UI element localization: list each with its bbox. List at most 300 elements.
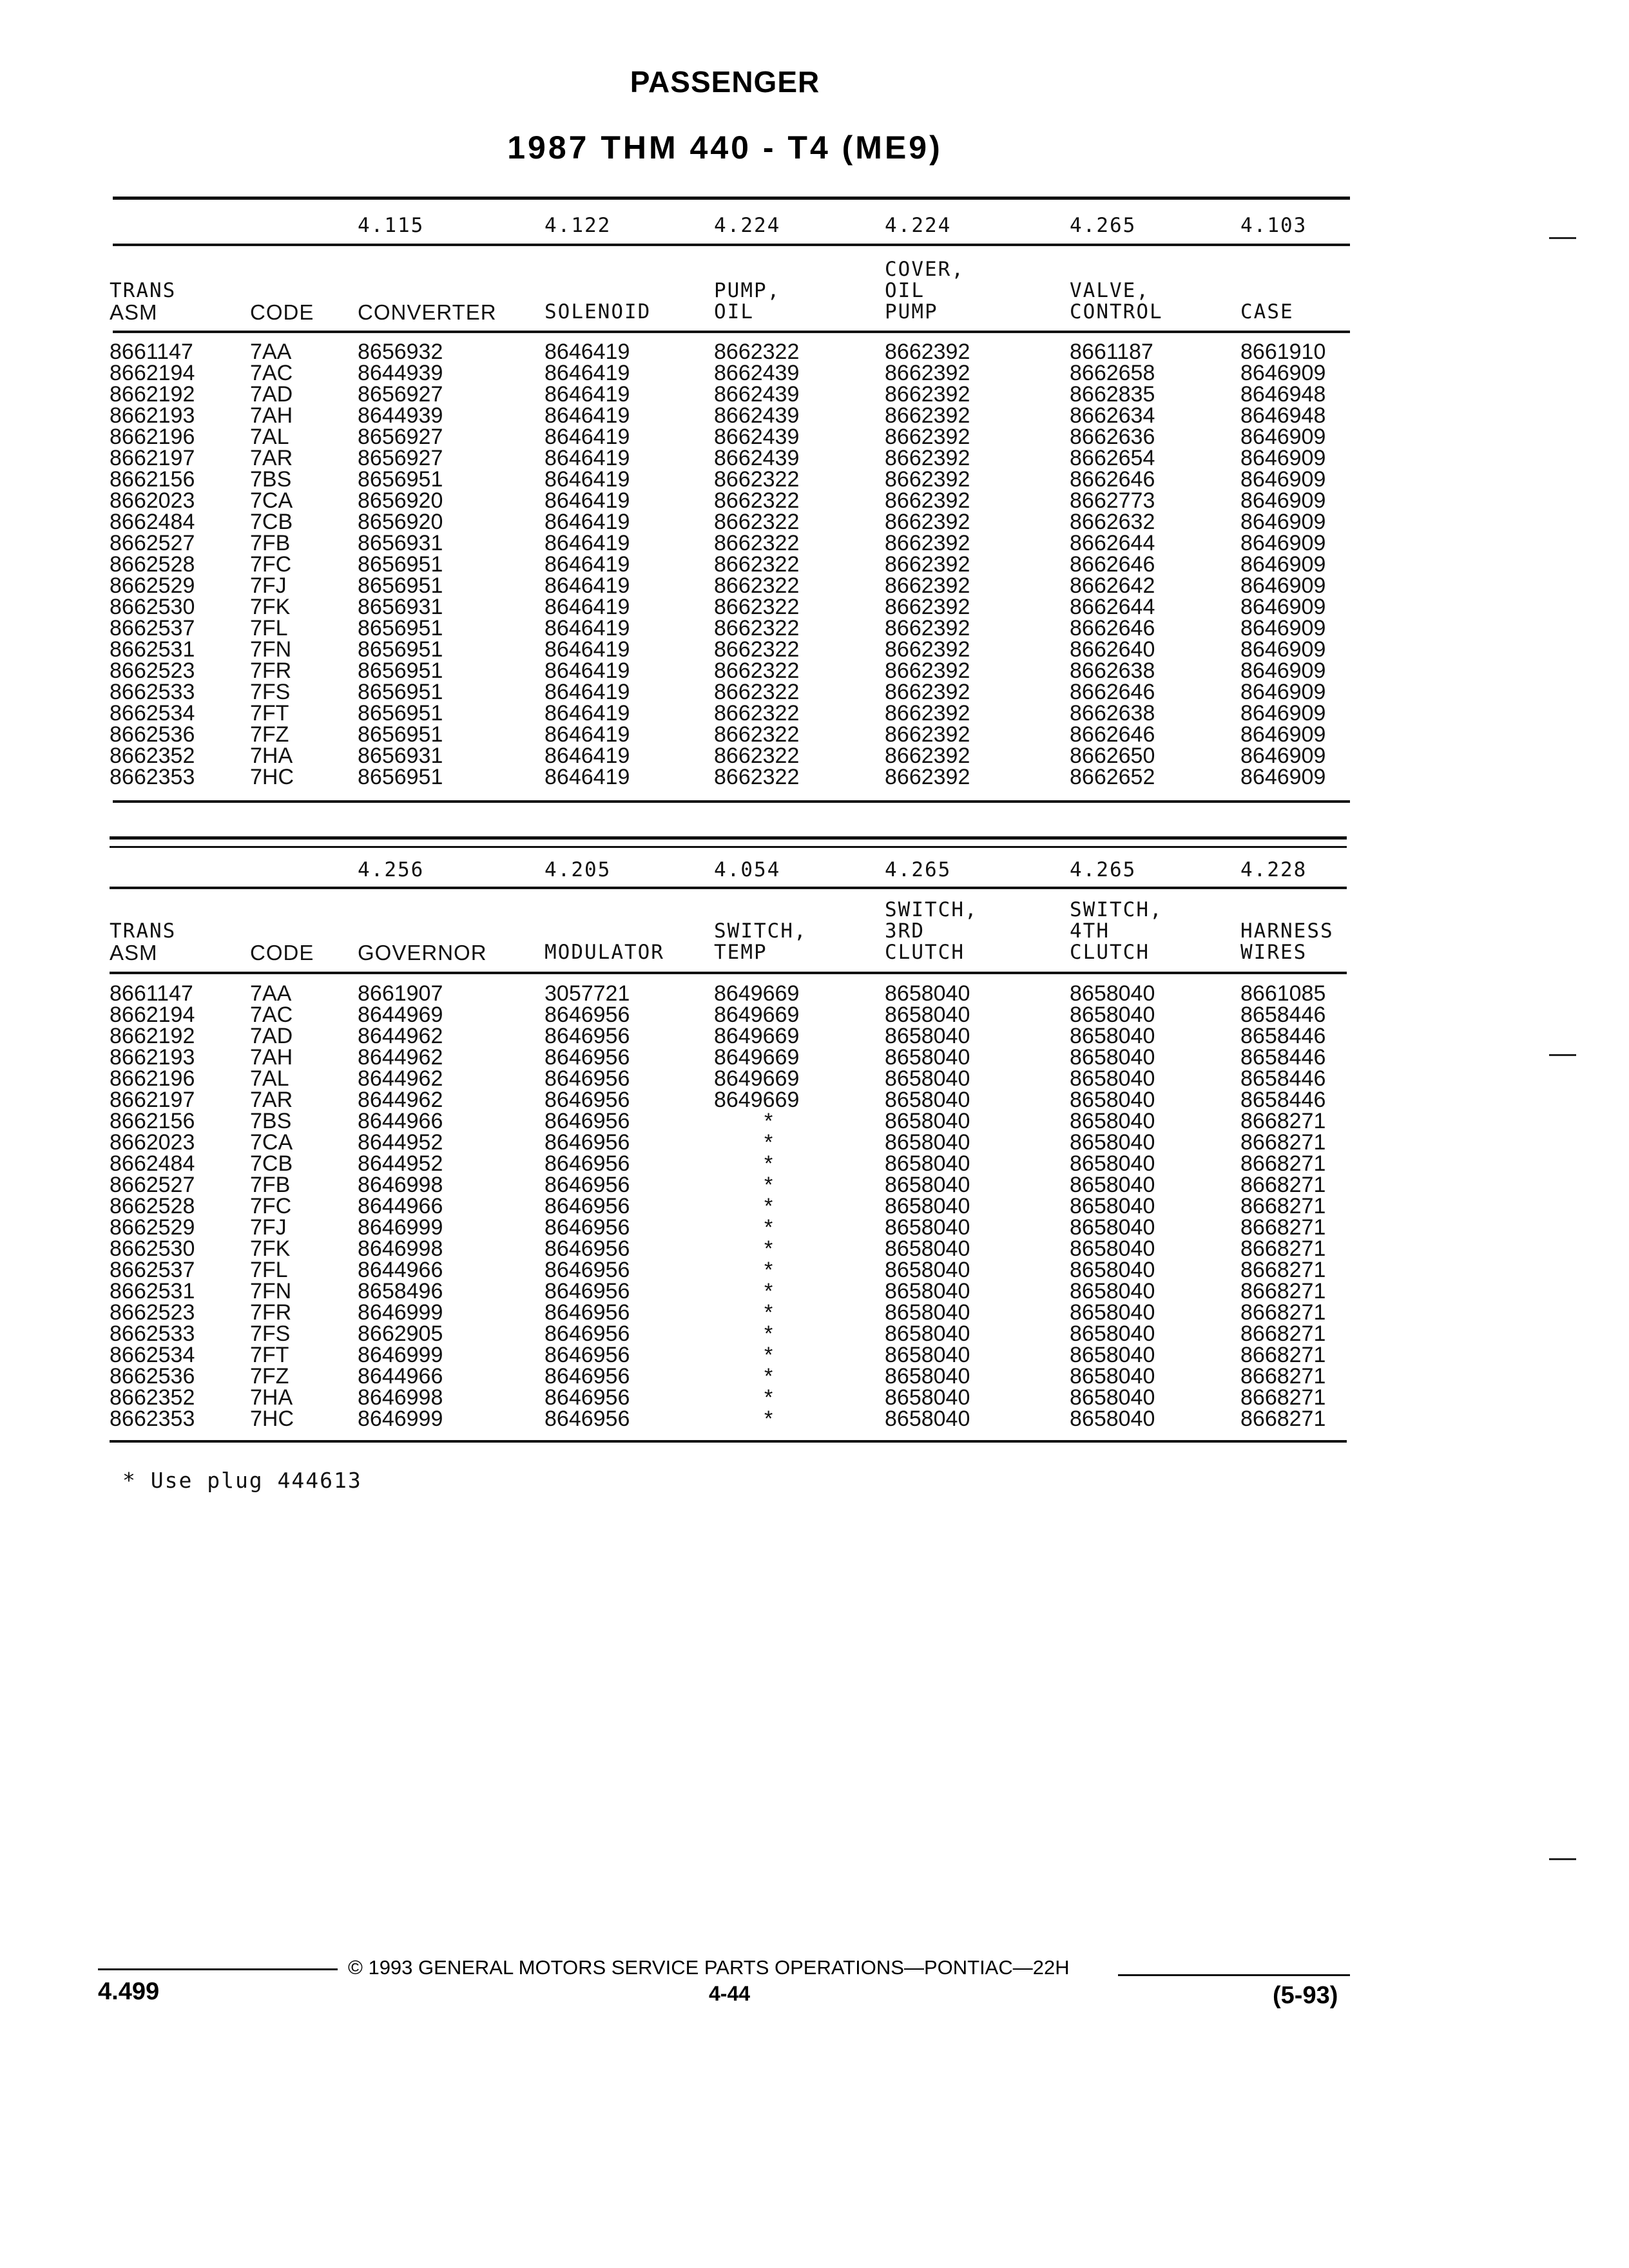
cell-c8: 8658446 xyxy=(1240,1024,1326,1048)
cell-c7: 8658040 xyxy=(1070,1024,1155,1048)
cell-c4: 8646956 xyxy=(545,1109,630,1133)
cell-trans-asm: 8662529 xyxy=(110,573,195,598)
cell-c7: 8662646 xyxy=(1070,722,1155,747)
cell-c4: 8646419 xyxy=(545,680,630,704)
cell-c7: 8662644 xyxy=(1070,595,1155,619)
cell-c8: 8646948 xyxy=(1240,382,1326,407)
cell-c4: 8646419 xyxy=(545,616,630,640)
cell-c6: 8662392 xyxy=(885,658,970,683)
table-row xyxy=(110,405,1347,427)
cell-code: 7AD xyxy=(250,382,293,407)
column-header: CODE xyxy=(250,941,314,965)
table-row xyxy=(110,1323,1347,1345)
cell-c3: 8656951 xyxy=(358,722,443,747)
cell-c3: 8656951 xyxy=(358,765,443,789)
cell-code: 7AH xyxy=(250,403,293,428)
cell-trans-asm: 8662197 xyxy=(110,1088,195,1112)
cell-c7: 8658040 xyxy=(1070,981,1155,1006)
table-row xyxy=(110,1153,1347,1175)
cell-trans-asm: 8662194 xyxy=(110,361,195,385)
column-header: 3RD xyxy=(885,919,925,943)
cell-c3: 8644962 xyxy=(358,1045,443,1070)
cell-c3: 8658496 xyxy=(358,1279,443,1303)
cell-trans-asm: 8662156 xyxy=(110,1109,195,1133)
column-header: CLUTCH xyxy=(885,941,965,964)
footer-rule-left xyxy=(98,1968,338,1970)
cell-trans-asm: 8661147 xyxy=(110,340,193,364)
cell-c4: 8646956 xyxy=(545,1279,630,1303)
cell-code: 7AH xyxy=(250,1045,293,1070)
cell-c7: 8662658 xyxy=(1070,361,1155,385)
cell-c4: 8646419 xyxy=(545,595,630,619)
table-row xyxy=(110,1175,1347,1196)
cell-c4: 3057721 xyxy=(545,981,630,1006)
cell-c3: 8656951 xyxy=(358,573,443,598)
cell-c3: 8644952 xyxy=(358,1151,443,1176)
cell-c6: 8658040 xyxy=(885,1236,970,1261)
cell-c5: 8662322 xyxy=(714,701,800,726)
cell-code: 7FR xyxy=(250,658,292,683)
cell-c7: 8658040 xyxy=(1070,1407,1155,1431)
cell-code: 7FC xyxy=(250,1194,292,1218)
cell-c5: 8662322 xyxy=(714,488,800,513)
cell-c7: 8658040 xyxy=(1070,1130,1155,1155)
cell-c8: 8668271 xyxy=(1240,1151,1326,1176)
cell-code: 7AR xyxy=(250,446,293,470)
footer-copyright: © 1993 GENERAL MOTORS SERVICE PARTS OPERATIONS—PONTIAC—22H xyxy=(348,1956,1070,1979)
cell-c6: 8662392 xyxy=(885,361,970,385)
footer-date: (5-93) xyxy=(1273,1982,1338,2009)
cell-c6: 8662392 xyxy=(885,531,970,555)
cell-code: 7AD xyxy=(250,1024,293,1048)
cell-trans-asm: 8662484 xyxy=(110,510,195,534)
table2-ref-rule xyxy=(110,887,1347,889)
cell-c3: 8646999 xyxy=(358,1407,443,1431)
cell-c4: 8646419 xyxy=(545,744,630,768)
cell-c8: 8668271 xyxy=(1240,1279,1326,1303)
cell-c5: 8662322 xyxy=(714,531,800,555)
cell-c3: 8656931 xyxy=(358,744,443,768)
cell-c7: 8662835 xyxy=(1070,382,1155,407)
cell-c3: 8644966 xyxy=(358,1109,443,1133)
cell-c5: 8662322 xyxy=(714,510,800,534)
cell-c5: * xyxy=(764,1215,773,1240)
cell-c4: 8646419 xyxy=(545,552,630,577)
cell-c4: 8646956 xyxy=(545,1088,630,1112)
table-row xyxy=(110,1026,1347,1047)
cell-c6: 8658040 xyxy=(885,1407,970,1431)
cell-c6: 8662392 xyxy=(885,446,970,470)
cell-c6: 8658040 xyxy=(885,1024,970,1048)
cell-c5: * xyxy=(764,1364,773,1389)
cell-c7: 8658040 xyxy=(1070,1151,1155,1176)
cell-c7: 8662650 xyxy=(1070,744,1155,768)
table2-header-rule xyxy=(110,972,1347,974)
cell-c8: 8646909 xyxy=(1240,552,1326,577)
cell-code: 7FN xyxy=(250,1279,292,1303)
cell-c3: 8644962 xyxy=(358,1088,443,1112)
cell-c8: 8646909 xyxy=(1240,361,1326,385)
cell-trans-asm: 8662527 xyxy=(110,1173,195,1197)
cell-c7: 8658040 xyxy=(1070,1066,1155,1091)
cell-c3: 8656951 xyxy=(358,637,443,662)
cell-code: 7FT xyxy=(250,1343,289,1367)
table2-bottom-rule xyxy=(110,1440,1347,1443)
cell-c3: 8656951 xyxy=(358,658,443,683)
cell-trans-asm: 8662528 xyxy=(110,552,195,577)
cell-c5: * xyxy=(764,1173,773,1197)
cell-trans-asm: 8662194 xyxy=(110,1003,195,1027)
cell-c4: 8646956 xyxy=(545,1300,630,1325)
table-row xyxy=(110,597,1347,618)
cell-c8: 8658446 xyxy=(1240,1003,1326,1027)
cell-c6: 8662392 xyxy=(885,637,970,662)
cell-c8: 8646909 xyxy=(1240,744,1326,768)
cell-c4: 8646956 xyxy=(545,1130,630,1155)
table2-top-rule xyxy=(110,836,1347,840)
cell-trans-asm: 8662353 xyxy=(110,1407,195,1431)
cell-c4: 8646956 xyxy=(545,1066,630,1091)
table-row xyxy=(110,618,1347,639)
cell-trans-asm: 8662527 xyxy=(110,531,195,555)
cell-code: 7FN xyxy=(250,637,292,662)
cell-c8: 8668271 xyxy=(1240,1258,1326,1282)
cell-code: 7BS xyxy=(250,467,292,492)
cell-c4: 8646419 xyxy=(545,765,630,789)
table-row xyxy=(110,703,1347,724)
cell-c8: 8668271 xyxy=(1240,1407,1326,1431)
cell-c4: 8646956 xyxy=(545,1215,630,1240)
cell-trans-asm: 8662192 xyxy=(110,382,195,407)
cell-c3: 8656951 xyxy=(358,616,443,640)
cell-c6: 8662392 xyxy=(885,488,970,513)
cell-c7: 8658040 xyxy=(1070,1173,1155,1197)
cell-c7: 8662638 xyxy=(1070,701,1155,726)
cell-c3: 8644939 xyxy=(358,361,443,385)
cell-c6: 8662392 xyxy=(885,744,970,768)
cell-c6: 8662392 xyxy=(885,616,970,640)
cell-c7: 8662773 xyxy=(1070,488,1155,513)
cell-c5: * xyxy=(764,1130,773,1155)
cell-c7: 8662646 xyxy=(1070,616,1155,640)
column-header: SOLENOID xyxy=(545,300,651,323)
column-header: VALVE, xyxy=(1070,279,1150,302)
table-row xyxy=(110,660,1347,682)
cell-c6: 8658040 xyxy=(885,1194,970,1218)
cell-c3: 8656927 xyxy=(358,425,443,449)
cell-c3: 8656951 xyxy=(358,701,443,726)
cell-c4: 8646419 xyxy=(545,425,630,449)
cell-c8: 8646909 xyxy=(1240,488,1326,513)
cell-c3: 8644966 xyxy=(358,1364,443,1389)
cell-c8: 8668271 xyxy=(1240,1364,1326,1389)
cell-c3: 8656951 xyxy=(358,680,443,704)
column-header: TRANS xyxy=(110,919,177,943)
cell-c8: 8668271 xyxy=(1240,1173,1326,1197)
cell-c7: 8658040 xyxy=(1070,1194,1155,1218)
table-row xyxy=(110,448,1347,469)
cell-c3: 8656932 xyxy=(358,340,443,364)
cell-c4: 8646419 xyxy=(545,467,630,492)
cell-trans-asm: 8662530 xyxy=(110,1236,195,1261)
cell-c8: 8646909 xyxy=(1240,616,1326,640)
cell-c5: 8649669 xyxy=(714,1088,800,1112)
cell-c5: 8662322 xyxy=(714,637,800,662)
cell-c4: 8646419 xyxy=(545,488,630,513)
cell-c8: 8646909 xyxy=(1240,467,1326,492)
cell-c3: 8644962 xyxy=(358,1066,443,1091)
cell-c4: 8646419 xyxy=(545,510,630,534)
cell-c8: 8668271 xyxy=(1240,1385,1326,1410)
cell-c4: 8646419 xyxy=(545,446,630,470)
cell-c3: 8646998 xyxy=(358,1236,443,1261)
cell-code: 7CA xyxy=(250,1130,293,1155)
cell-c6: 8662392 xyxy=(885,595,970,619)
cell-trans-asm: 8662534 xyxy=(110,1343,195,1367)
cell-c5: 8662322 xyxy=(714,573,800,598)
column-header: CODE xyxy=(250,300,314,324)
cell-code: 7FR xyxy=(250,1300,292,1325)
cell-c8: 8646909 xyxy=(1240,658,1326,683)
cell-c6: 8662392 xyxy=(885,340,970,364)
cell-c5: * xyxy=(764,1385,773,1410)
cell-c3: 8646999 xyxy=(358,1300,443,1325)
cell-c7: 8662646 xyxy=(1070,552,1155,577)
cell-trans-asm: 8662353 xyxy=(110,765,195,789)
cell-c6: 8658040 xyxy=(885,1364,970,1389)
column-header: SWITCH, xyxy=(1070,898,1163,921)
part-group-reference: 4.115 xyxy=(358,214,425,237)
cell-c8: 8668271 xyxy=(1240,1321,1326,1346)
cell-c5: 8662322 xyxy=(714,552,800,577)
cell-c7: 8658040 xyxy=(1070,1003,1155,1027)
cell-c8: 8646909 xyxy=(1240,446,1326,470)
table-row xyxy=(110,341,1347,363)
cell-c4: 8646956 xyxy=(545,1003,630,1027)
cell-c8: 8668271 xyxy=(1240,1130,1326,1155)
cell-c3: 8656927 xyxy=(358,446,443,470)
column-header: OIL xyxy=(885,279,925,302)
cell-c5: * xyxy=(764,1321,773,1346)
cell-c7: 8658040 xyxy=(1070,1088,1155,1112)
cell-c7: 8662646 xyxy=(1070,680,1155,704)
cell-c6: 8658040 xyxy=(885,1343,970,1367)
cell-c8: 8668271 xyxy=(1240,1215,1326,1240)
cell-c6: 8658040 xyxy=(885,1130,970,1155)
cell-c6: 8662392 xyxy=(885,467,970,492)
cell-c3: 8656920 xyxy=(358,488,443,513)
cell-trans-asm: 8662536 xyxy=(110,1364,195,1389)
cell-c7: 8662638 xyxy=(1070,658,1155,683)
column-header: CONTROL xyxy=(1070,300,1163,323)
cell-c5: 8662322 xyxy=(714,340,800,364)
table-row xyxy=(110,1260,1347,1281)
cell-c5: 8662322 xyxy=(714,722,800,747)
cell-c4: 8646956 xyxy=(545,1151,630,1176)
cell-c4: 8646956 xyxy=(545,1364,630,1389)
cell-c5: * xyxy=(764,1151,773,1176)
table-row xyxy=(110,1132,1347,1153)
part-group-reference: 4.256 xyxy=(358,858,425,881)
cell-c6: 8658040 xyxy=(885,1385,970,1410)
cell-c8: 8661085 xyxy=(1240,981,1326,1006)
cell-c8: 8646909 xyxy=(1240,595,1326,619)
cell-c4: 8646956 xyxy=(545,1194,630,1218)
cell-trans-asm: 8662533 xyxy=(110,1321,195,1346)
part-group-reference: 4.224 xyxy=(714,214,781,237)
part-group-reference: 4.122 xyxy=(545,214,612,237)
cell-c6: 8662392 xyxy=(885,701,970,726)
cell-code: 7HC xyxy=(250,1407,294,1431)
cell-c7: 8658040 xyxy=(1070,1109,1155,1133)
cell-c6: 8658040 xyxy=(885,1066,970,1091)
cell-c8: 8646909 xyxy=(1240,637,1326,662)
cell-trans-asm: 8662352 xyxy=(110,1385,195,1410)
cell-code: 7CB xyxy=(250,1151,293,1176)
cell-c6: 8662392 xyxy=(885,382,970,407)
cell-code: 7FJ xyxy=(250,1215,287,1240)
cell-c4: 8646956 xyxy=(545,1173,630,1197)
part-group-reference: 4.265 xyxy=(1070,214,1137,237)
table2 xyxy=(110,848,1347,1447)
cell-c4: 8646956 xyxy=(545,1407,630,1431)
cell-c5: * xyxy=(764,1109,773,1133)
cell-c3: 8656931 xyxy=(358,531,443,555)
cell-trans-asm: 8662536 xyxy=(110,722,195,747)
cell-c7: 8661187 xyxy=(1070,340,1153,364)
column-header: WIRES xyxy=(1240,941,1307,964)
cell-c6: 8662392 xyxy=(885,680,970,704)
cell-c7: 8658040 xyxy=(1070,1300,1155,1325)
cell-c8: 8646909 xyxy=(1240,510,1326,534)
table-row xyxy=(110,575,1347,597)
cell-c6: 8658040 xyxy=(885,1003,970,1027)
column-header: ASM xyxy=(110,941,158,965)
cell-c8: 8646909 xyxy=(1240,680,1326,704)
cell-c8: 8658446 xyxy=(1240,1045,1326,1070)
cell-code: 7HA xyxy=(250,1385,293,1410)
cell-c5: * xyxy=(764,1258,773,1282)
cell-trans-asm: 8662023 xyxy=(110,1130,195,1155)
cell-c7: 8658040 xyxy=(1070,1364,1155,1389)
table-row xyxy=(110,983,1347,1004)
table-row xyxy=(110,1068,1347,1090)
cell-c8: 8668271 xyxy=(1240,1343,1326,1367)
cell-c8: 8646909 xyxy=(1240,765,1326,789)
cell-code: 7FC xyxy=(250,552,292,577)
table-row xyxy=(110,512,1347,533)
cell-c5: 8662439 xyxy=(714,446,800,470)
column-header: HARNESS xyxy=(1240,919,1334,943)
cell-code: 7FL xyxy=(250,616,288,640)
cell-c5: 8662439 xyxy=(714,382,800,407)
cell-c4: 8646419 xyxy=(545,361,630,385)
cell-c3: 8644962 xyxy=(358,1024,443,1048)
cell-c6: 8662392 xyxy=(885,722,970,747)
footer-rule-right xyxy=(1118,1974,1350,1976)
cell-c7: 8658040 xyxy=(1070,1343,1155,1367)
cell-c3: 8644952 xyxy=(358,1130,443,1155)
cell-c4: 8646956 xyxy=(545,1343,630,1367)
cell-c5: 8649669 xyxy=(714,1066,800,1091)
part-group-reference: 4.103 xyxy=(1240,214,1307,237)
cell-trans-asm: 8662528 xyxy=(110,1194,195,1218)
table-row xyxy=(110,384,1347,405)
margin-mark xyxy=(1549,237,1576,239)
cell-c6: 8658040 xyxy=(885,1258,970,1282)
cell-c4: 8646419 xyxy=(545,637,630,662)
cell-c7: 8662632 xyxy=(1070,510,1155,534)
cell-c4: 8646956 xyxy=(545,1024,630,1048)
cell-trans-asm: 8662156 xyxy=(110,467,195,492)
cell-c6: 8662392 xyxy=(885,403,970,428)
cell-code: 7AA xyxy=(250,981,292,1006)
cell-c6: 8662392 xyxy=(885,765,970,789)
table-row xyxy=(110,1281,1347,1302)
cell-c4: 8646956 xyxy=(545,1385,630,1410)
cell-code: 7FK xyxy=(250,595,291,619)
cell-c8: 8646909 xyxy=(1240,573,1326,598)
cell-c8: 8646909 xyxy=(1240,425,1326,449)
column-header: CONVERTER xyxy=(358,300,497,324)
cell-c5: 8649669 xyxy=(714,1003,800,1027)
cell-c7: 8662652 xyxy=(1070,765,1155,789)
table-row xyxy=(110,1004,1347,1026)
cell-c6: 8658040 xyxy=(885,1173,970,1197)
footer-page-number: 4-44 xyxy=(709,1982,751,2005)
cell-c4: 8646419 xyxy=(545,382,630,407)
cell-c3: 8646999 xyxy=(358,1343,443,1367)
cell-c4: 8646419 xyxy=(545,403,630,428)
cell-trans-asm: 8662192 xyxy=(110,1024,195,1048)
margin-mark xyxy=(1549,1858,1576,1860)
cell-c5: 8662322 xyxy=(714,467,800,492)
cell-c7: 8662646 xyxy=(1070,467,1155,492)
table-row xyxy=(110,1302,1347,1323)
cell-c5: 8662322 xyxy=(714,744,800,768)
cell-c4: 8646419 xyxy=(545,658,630,683)
cell-c6: 8658040 xyxy=(885,1215,970,1240)
cell-code: 7FT xyxy=(250,701,289,726)
column-header: CLUTCH xyxy=(1070,941,1150,964)
part-group-reference: 4.224 xyxy=(885,214,952,237)
cell-trans-asm: 8662523 xyxy=(110,1300,195,1325)
column-header: TRANS xyxy=(110,279,177,302)
cell-c3: 8662905 xyxy=(358,1321,443,1346)
cell-c7: 8662640 xyxy=(1070,637,1155,662)
column-header: MODULATOR xyxy=(545,941,664,964)
cell-c7: 8658040 xyxy=(1070,1321,1155,1346)
cell-c4: 8646956 xyxy=(545,1321,630,1346)
table-row xyxy=(110,745,1347,767)
cell-c3: 8646999 xyxy=(358,1215,443,1240)
cell-c7: 8658040 xyxy=(1070,1279,1155,1303)
cell-c5: 8649669 xyxy=(714,1045,800,1070)
cell-c5: * xyxy=(764,1236,773,1261)
cell-trans-asm: 8662523 xyxy=(110,658,195,683)
column-header: COVER, xyxy=(885,258,965,281)
cell-c5: 8649669 xyxy=(714,981,800,1006)
cell-c8: 8668271 xyxy=(1240,1194,1326,1218)
cell-trans-asm: 8661147 xyxy=(110,981,193,1006)
cell-c8: 8658446 xyxy=(1240,1088,1326,1112)
cell-c5: * xyxy=(764,1300,773,1325)
cell-c7: 8658040 xyxy=(1070,1215,1155,1240)
table-row xyxy=(110,1111,1347,1132)
table-row xyxy=(110,469,1347,490)
cell-code: 7FZ xyxy=(250,1364,289,1389)
table-row xyxy=(110,1217,1347,1238)
